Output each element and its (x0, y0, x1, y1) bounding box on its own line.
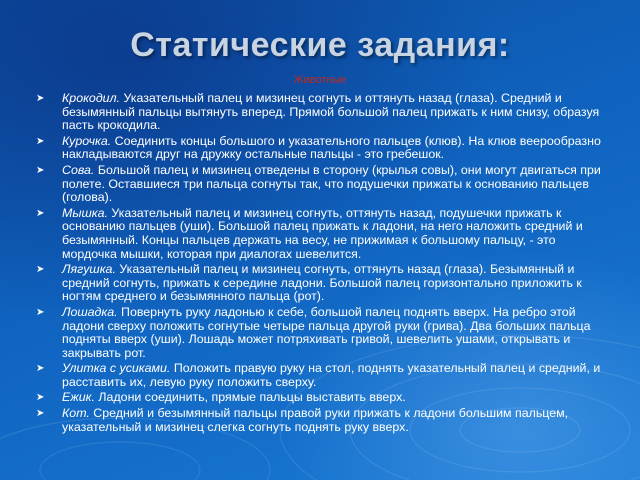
arrow-bullet-icon: ➤ (36, 264, 45, 276)
item-name: Ежик. (62, 390, 95, 405)
item-text: Указательный палец и мизинец согнуть и оттянуть назад (глаза). Средний и безымянный пальцы вытянуть вперед. Прямой большой палец прижать к ним снизу, образуя пасть крокодила. (62, 91, 600, 133)
item-text: Положить правую руку на стол, поднять указательный палец и средний, и расставить их, левую руку положить сверху. (62, 361, 601, 389)
list-item (36, 306, 608, 360)
item-name: Лягушка. (62, 262, 116, 277)
list-item (36, 92, 608, 133)
item-text: Повернуть руку ладонью к себе, большой палец поднять вверх. На ребро этой ладони сверху положить согнутые четыре пальца другой руки (грива). Два больших пальца подняты вверх (уши). Лошадь может потряхивать гривой, шевелить ушами, открывать и закрывать рот. (62, 304, 591, 360)
slide-title: Статические задания: (130, 26, 510, 64)
item-text: Ладони соединить, прямые пальцы выставить вверх. (94, 390, 406, 405)
list-item (36, 391, 608, 405)
arrow-bullet-icon: ➤ (36, 93, 45, 104)
list-item (36, 263, 608, 304)
item-name: Сова. (62, 162, 95, 177)
arrow-bullet-icon: ➤ (36, 164, 45, 176)
list-item (36, 407, 608, 434)
list-item (36, 164, 608, 205)
item-text: Средний и безымянный пальцы правой руки прижать к ладони большим пальцем, указательный и мизинец слегка согнуть поднять руку вверх. (62, 406, 569, 434)
arrow-bullet-icon: ➤ (36, 135, 45, 147)
item-name: Лошадка. (62, 304, 118, 319)
item-text: Соединить концы большого и указательного пальцев (клюв). На клюв веерообразно накладываются друг на дружку остальные пальцы - это гребешок. (62, 133, 601, 162)
slide-subtitle: Животные (293, 74, 347, 86)
item-text: Указательный палец и мизинец согнуть, оттянуть назад, подушечки прижать к основанию пальцев (уши). Большой палец прижать к ладони, на него наложить средний и безымянный. Концы пальцев держать на весу, не прижимая к большому пальцу, - это мордочка мышки, которая при диалогах шевелится. (62, 205, 583, 261)
arrow-bullet-icon: ➤ (36, 408, 45, 420)
item-name: Кот. (62, 406, 90, 421)
item-name: Крокодил. (62, 91, 120, 105)
arrow-bullet-icon: ➤ (36, 392, 45, 404)
exercise-list (36, 92, 608, 436)
arrow-bullet-icon: ➤ (36, 207, 45, 219)
list-item (36, 207, 608, 261)
arrow-bullet-icon: ➤ (36, 306, 45, 318)
arrow-bullet-icon: ➤ (36, 363, 45, 375)
list-item (36, 135, 608, 162)
item-text: Большой палец и мизинец отведены в сторону (крылья совы), они могут двигаться при полете. Оставшиеся три пальца согнуты так, что подушечки прижаты к основанию пальцев (голова). (62, 162, 601, 205)
list-item (36, 362, 608, 389)
item-name: Улитка с усиками. (62, 361, 171, 376)
item-text: Указательный палец и мизинец согнуть, оттянуть назад (глаза). Безымянный и средний согнуть, прижать к середине ладони. Большой палец горизонтально приложить к ногтям среднего и безымянного пальца (рот). (62, 262, 582, 304)
item-name: Мышка. (62, 205, 108, 220)
item-name: Курочка. (62, 133, 112, 148)
